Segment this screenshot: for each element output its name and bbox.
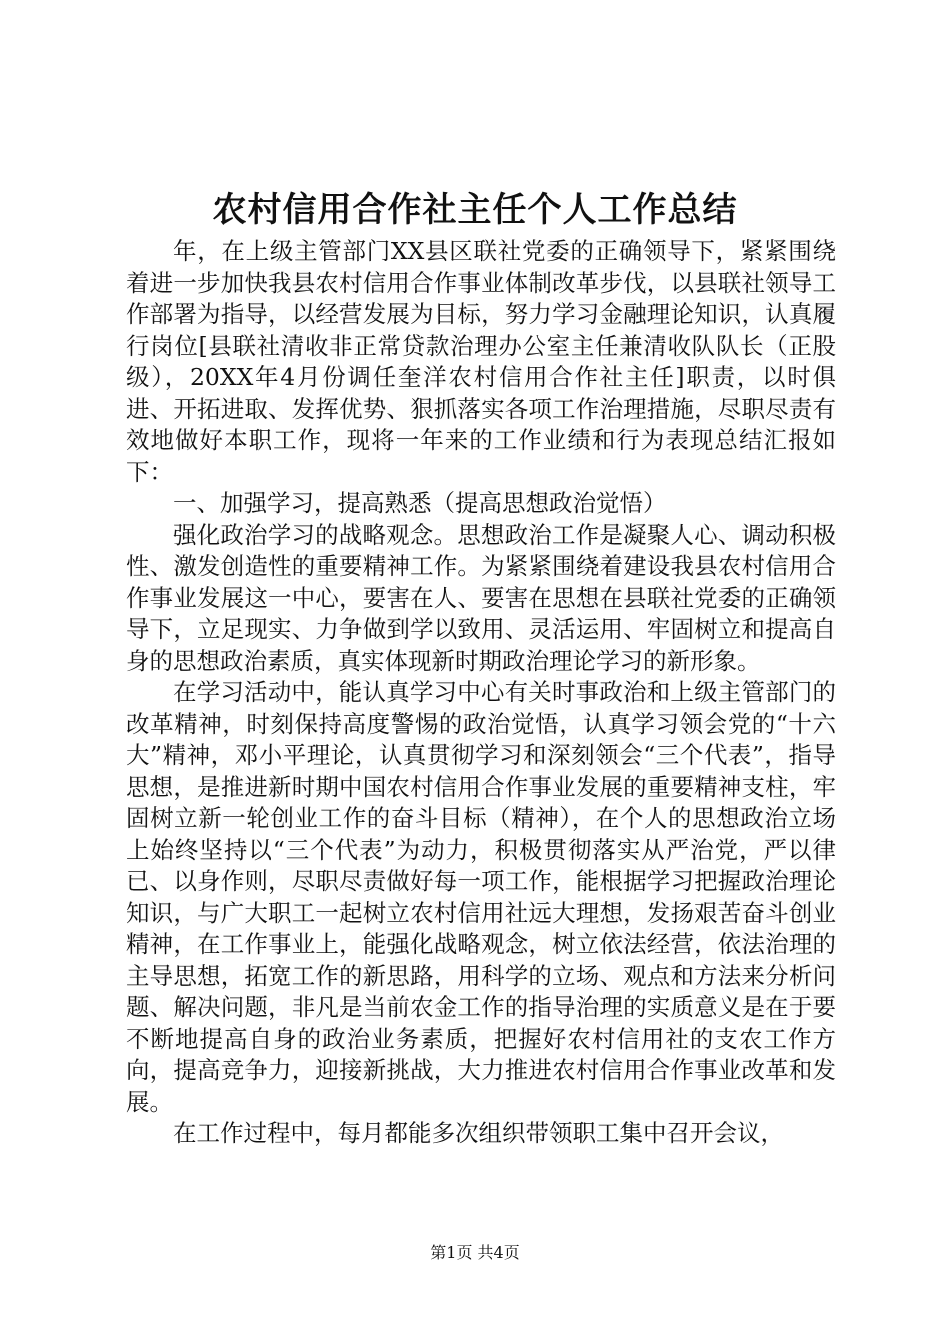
page-number-footer: 第1页 共4页 (430, 1243, 520, 1262)
document-title: 农村信用合作社主任个人工作总结 (212, 190, 738, 230)
document-body (126, 236, 836, 1150)
paragraph-learning-activities: 在学习活动中，能认真学习中心有关时事政治和上级主管部门的改革精神，时刻保持高度警惕的政治觉悟，认真学习领会党的“十六大”精神，邓小平理论，认真贯彻学习和深刻领会“三个代表”，指导思想，是推进新时期中国农村信用合作事业发展的重要精神支柱，牢固树立新一轮创业工作的奋斗目标（精神），在个人的思想政治立场上始终坚持以“三个代表”为动力，积极贯彻落实从严治党，严以律已、以身作则，尽职尽责做好每一项工作，能根据学习把握政治理论知识，与广大职工一起树立农村信用社远大理想，发扬艰苦奋斗创业精神，在工作事业上，能强化战略观念，树立依法经营，依法治理的主导思想，拓宽工作的新思路，用科学的立场、观点和方法来分析问题、解决问题，非凡是当前农金工作的指导治理的实质意义是在于要不断地提高自身的政治业务素质，把握好农村信用社的支农工作方向，提高竞争力，迎接新挑战，大力推进农村信用合作事业改革和发展。 (126, 678, 836, 1116)
paragraph-work-process: 在工作过程中，每月都能多次组织带领职工集中召开会议， (173, 1119, 784, 1147)
paragraph-intro: 年，在上级主管部门XX县区联社党委的正确领导下，紧紧围绕着进一步加快我县农村信用合作事业体制改革步伐，以县联社领导工作部署为指导，以经营发展为目标，努力学习金融理论知识，认真履行岗位[县联社清收非正常贷款治理办公室主任兼清收队队长（正股级），20XX年4月份调任奎洋农村信用合作社主任]职责，以时俱进、开拓进取、发挥优势、狠抓落实各项工作治理措施，尽职尽责有效地做好本职工作，现将一年来的工作业绩和行为表现总结汇报如下： (126, 237, 836, 486)
paragraph-political-study: 强化政治学习的战略观念。思想政治工作是凝聚人心、调动积极性、激发创造性的重要精神工作。为紧紧围绕着建设我县农村信用合作事业发展这一中心，要害在人、要害在思想在县联社党委的正确领导下，立足现实、力争做到学以致用、灵活运用、牢固树立和提高自身的思想政治素质，真实体现新时期政治理论学习的新形象。 (126, 520, 836, 675)
section-heading: 一、加强学习，提高熟悉（提高思想政治觉悟） (173, 489, 667, 517)
